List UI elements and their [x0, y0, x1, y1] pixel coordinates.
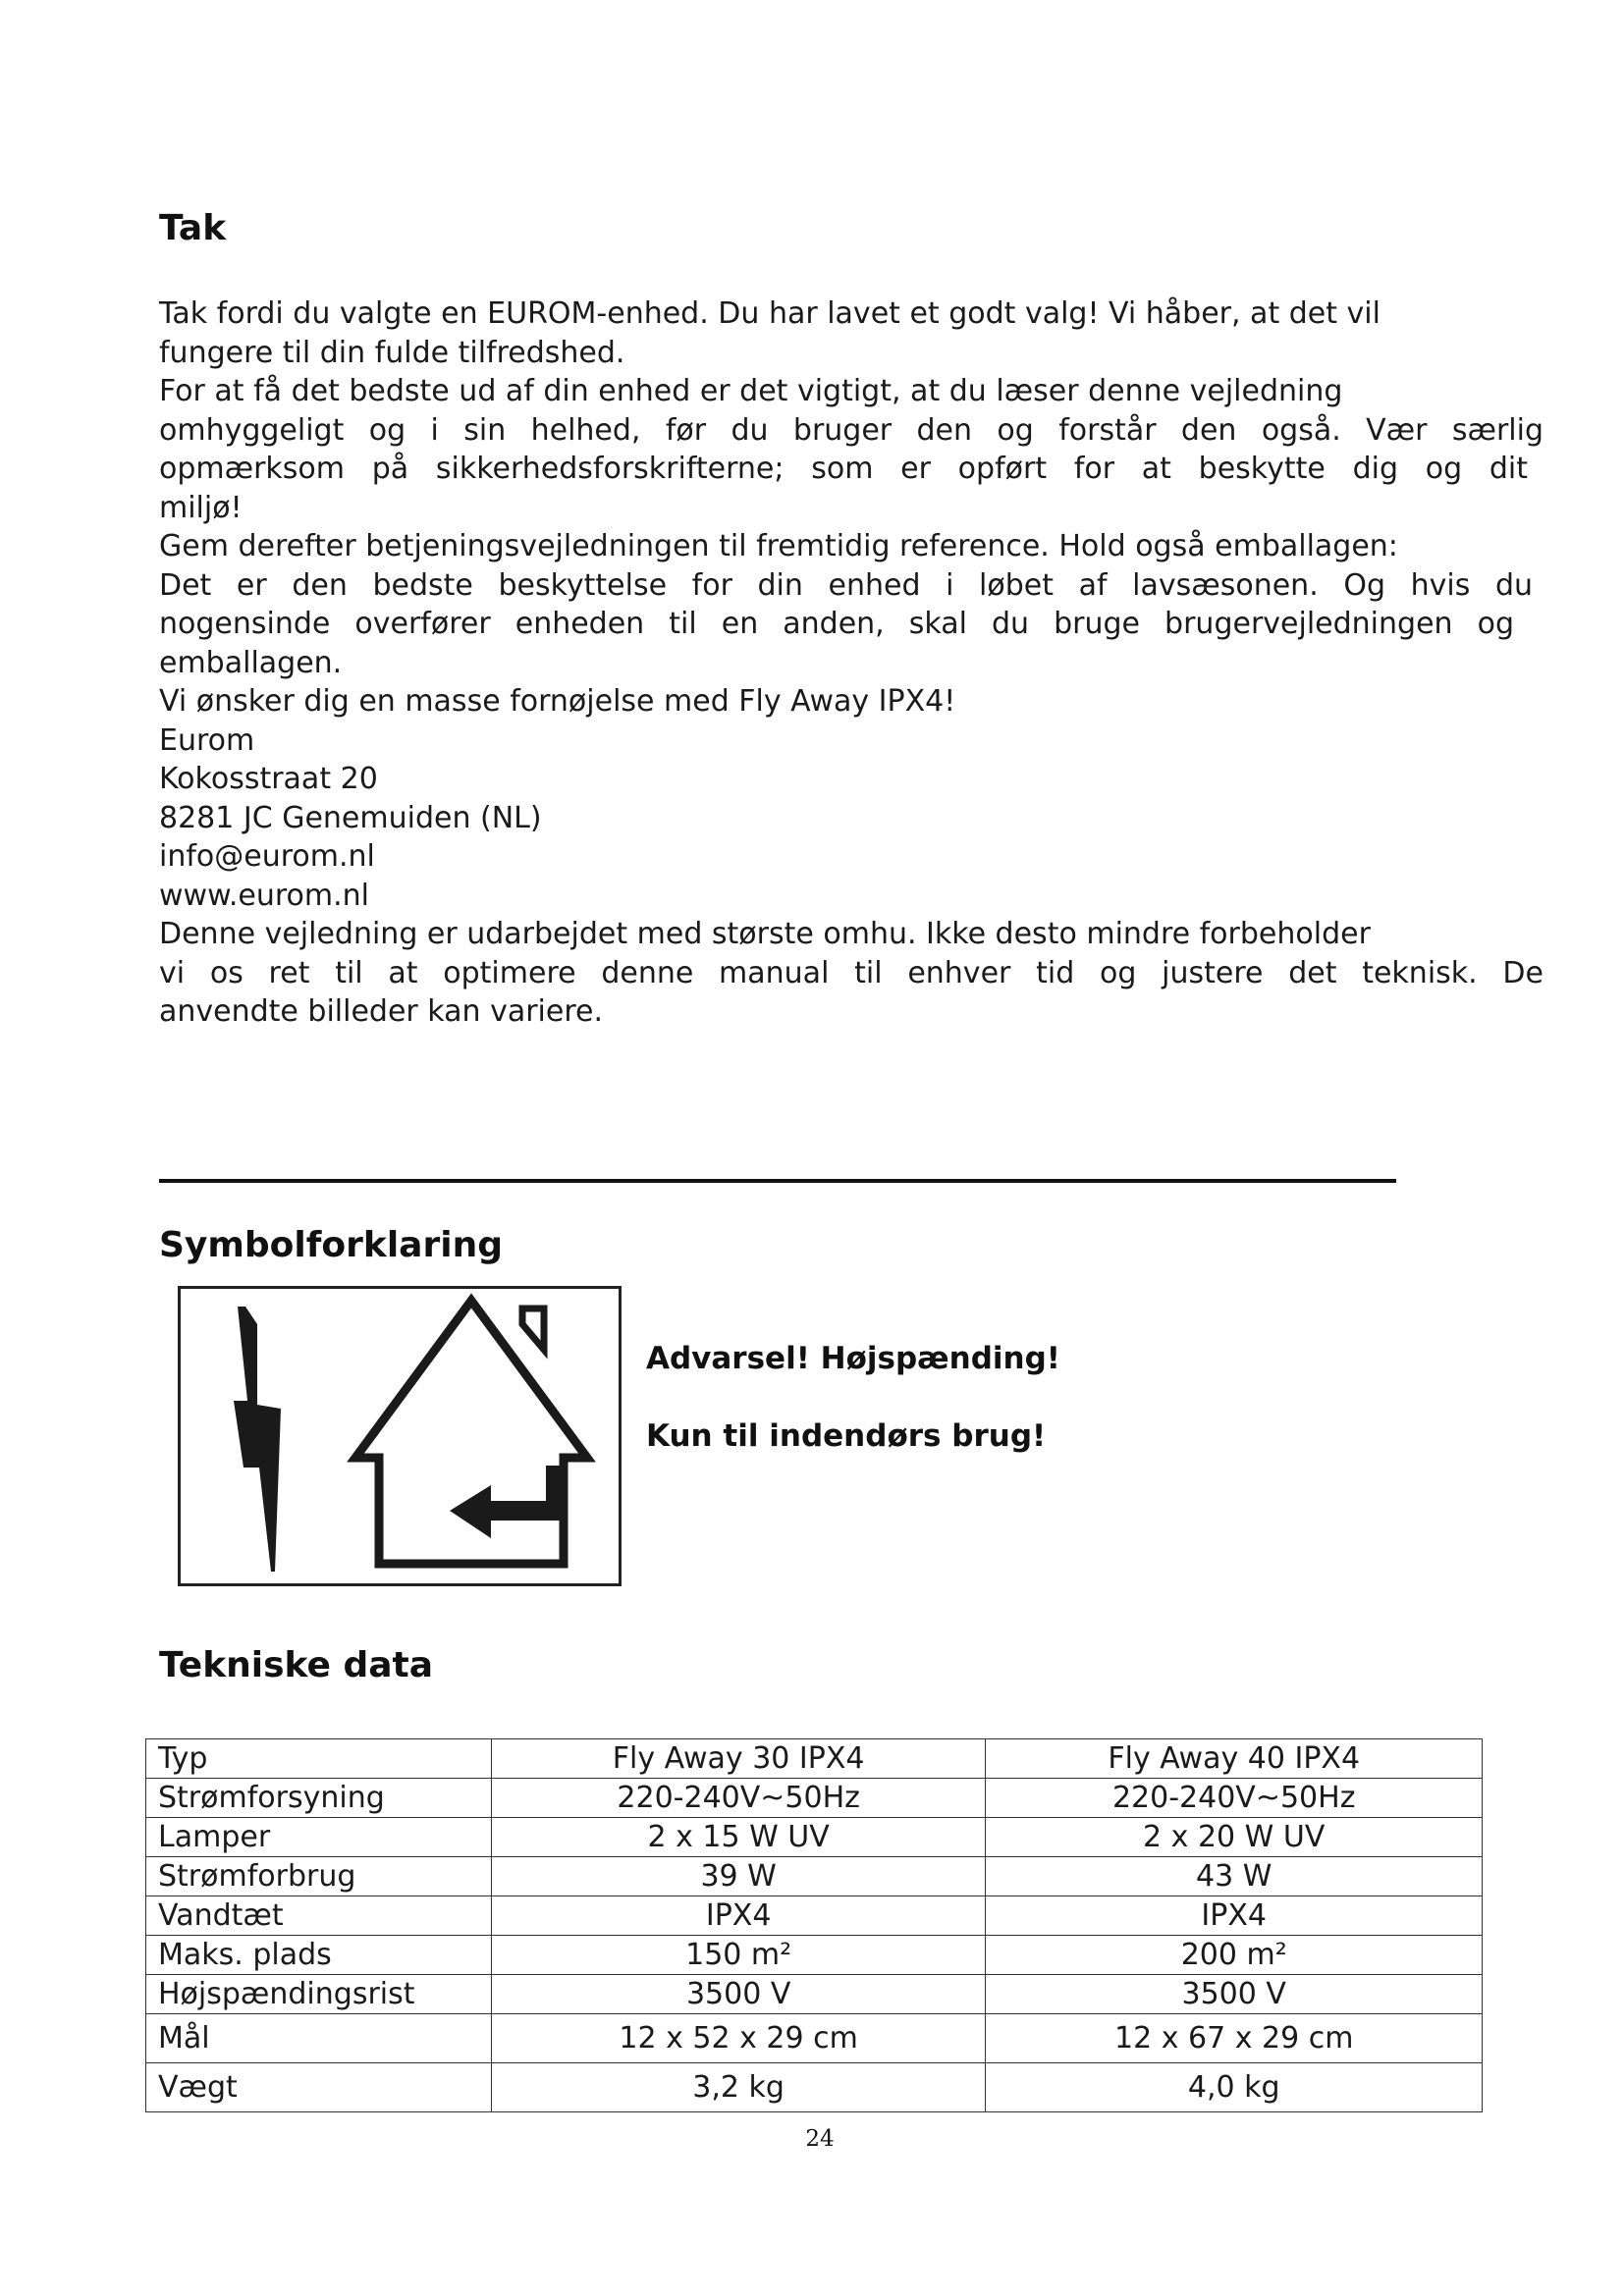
table-row [146, 1779, 1483, 1818]
spec-value-30: 3500 V [491, 1975, 986, 2014]
spec-value-30: 2 x 15 W UV [491, 1818, 986, 1857]
spec-label: Maks. plads [146, 1936, 492, 1975]
tak-heading: Tak [159, 208, 227, 248]
spec-value-30: 150 m² [491, 1936, 986, 1975]
spec-value-30: 220-240V~50Hz [491, 1779, 986, 1818]
symbol-box [178, 1286, 622, 1586]
spec-value-30: IPX4 [491, 1896, 986, 1936]
spec-value-40: 200 m² [986, 1936, 1483, 1975]
disclaimer-line: Denne vejledning er udarbejdet med største omhu. Ikke desto mindre forbeholder [159, 917, 1371, 951]
spec-label: Vægt [146, 2063, 492, 2112]
tak-p3-line: nogensinde overfører enheden til en anden, skal du bruge brugervejledningen og [159, 607, 1514, 641]
spec-value-40: Fly Away 40 IPX4 [986, 1739, 1483, 1779]
disclaimer-line: anvendte billeder kan variere. [159, 994, 604, 1029]
warning-high-voltage: Advarsel! Højspænding! [646, 1341, 1060, 1376]
spec-label: Strømforsyning [146, 1779, 492, 1818]
tak-p3-line: Det er den bedste beskyttelse for din enhed i løbet af lavsæsonen. Og hvis du [159, 567, 1533, 603]
spec-value-40: 12 x 67 x 29 cm [986, 2014, 1483, 2063]
tak-p2-line: miljø! [159, 490, 243, 525]
spec-value-30: 39 W [491, 1857, 986, 1896]
address-line: Eurom [159, 722, 255, 758]
indoor-only-label: Kun til indendørs brug! [646, 1418, 1047, 1454]
address-email: info@eurom.nl [159, 839, 375, 874]
page-number: 24 [805, 2126, 835, 2152]
spec-value-40: 2 x 20 W UV [986, 1818, 1483, 1857]
tak-p3-line: emballagen. [159, 645, 343, 680]
spec-label: Strømforbrug [146, 1857, 492, 1896]
spec-label: Typ [146, 1739, 492, 1779]
spec-value-40: 220-240V~50Hz [986, 1779, 1483, 1818]
spec-value-30: 12 x 52 x 29 cm [491, 2014, 986, 2063]
tak-p1-line: fungere til din fulde tilfredshed. [159, 335, 625, 370]
disclaimer-line: vi os ret til at optimere denne manual til enhver tid og justere det teknisk. De [159, 955, 1543, 990]
table-row [146, 2014, 1483, 2063]
table-row [146, 1818, 1483, 1857]
section-divider [159, 1179, 1396, 1183]
spec-label: Vandtæt [146, 1896, 492, 1936]
spec-value-40: IPX4 [986, 1896, 1483, 1936]
spec-label: Højspændingsrist [146, 1975, 492, 2014]
tak-body [159, 294, 1543, 1032]
table-row [146, 1896, 1483, 1936]
table-row [146, 2063, 1483, 2112]
spec-value-40: 43 W [986, 1857, 1483, 1896]
spec-value-40: 3500 V [986, 1975, 1483, 2014]
spec-label: Lamper [146, 1818, 492, 1857]
spec-value-40: 4,0 kg [986, 2063, 1483, 2112]
table-row [146, 1936, 1483, 1975]
address-website: www.eurom.nl [159, 878, 369, 913]
tech-heading: Tekniske data [159, 1645, 434, 1685]
tak-p2-line: For at få det bedste ud af din enhed er det vigtigt, at du læser denne vejledning [159, 374, 1343, 408]
tech-data-table [145, 1738, 1483, 2112]
tak-p2-line: omhyggeligt og i sin helhed, før du bruger den og forstår den også. Vær særlig [159, 412, 1543, 448]
tak-wish: Vi ønsker dig en masse fornøjelse med Fly Away IPX4! [159, 684, 956, 719]
table-row [146, 1739, 1483, 1779]
spec-value-30: Fly Away 30 IPX4 [491, 1739, 986, 1779]
symbols-heading: Symbolforklaring [159, 1225, 503, 1265]
address-line: Kokosstraat 20 [159, 762, 378, 796]
lightning-bolt-icon [224, 1295, 302, 1579]
table-row [146, 1857, 1483, 1896]
spec-label: Mål [146, 2014, 492, 2063]
tak-p2-line: opmærksom på sikkerhedsforskrifterne; som er opført for at beskytte dig og dit [159, 452, 1528, 486]
table-row [146, 1975, 1483, 2014]
house-indoor-icon [324, 1293, 619, 1583]
address-line: 8281 JC Genemuiden (NL) [159, 800, 542, 835]
tak-p1-line: Tak fordi du valgte en EUROM-enhed. Du har lavet et godt valg! Vi håber, at det vil [159, 296, 1380, 331]
tak-p3-line: Gem derefter betjeningsvejledningen til fremtidig reference. Hold også emballagen: [159, 529, 1398, 563]
spec-value-30: 3,2 kg [491, 2063, 986, 2112]
